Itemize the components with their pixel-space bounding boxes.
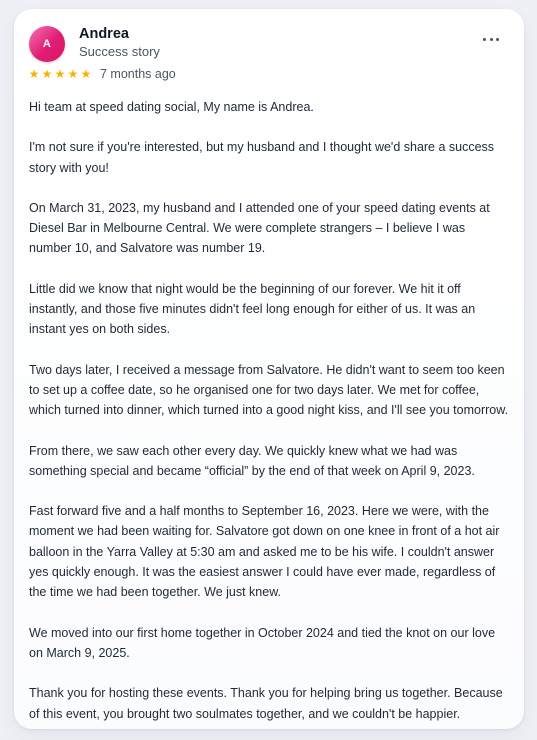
review-paragraph: Two days later, I received a message from Salvatore. He didn't want to seem too keen to set up a coffee date, so he organised one for two days later. We met for coffee, which turned into dinner, which turned into a good night kiss, and I'll see you tomorrow. bbox=[29, 362, 509, 418]
more-dot bbox=[496, 38, 499, 41]
review-paragraph: Fast forward five and a half months to September 16, 2023. Here we were, with the moment we had been waiting for. Salvatore got down on one knee in front of a hot air balloon in the Yarra Valley at 5:30 am and asked me to be his wife. I couldn't answer yes quickly enough. It was the easiest answer I could have ever made, regardless of the time we had been together. We just knew. bbox=[29, 504, 500, 600]
star-icon: ★ bbox=[28, 67, 40, 81]
review-paragraph: Thank you for hosting these events. Thank you for helping bring us together. Because of this event, you brought two soulmates together, and we couldn't be happier. bbox=[29, 686, 503, 721]
review-age: 7 months ago bbox=[100, 67, 176, 81]
review-card bbox=[14, 9, 524, 729]
star-icon: ★ bbox=[41, 67, 53, 81]
reviewer-name: Andrea bbox=[79, 26, 129, 42]
review-subtitle: Success story bbox=[79, 44, 160, 59]
star-icon: ★ bbox=[54, 67, 66, 81]
more-dot bbox=[483, 38, 486, 41]
review-paragraph: We moved into our first home together in October 2024 and tied the knot on our love on March 9, 2025. bbox=[29, 625, 496, 660]
star-icon: ★ bbox=[80, 67, 92, 81]
rating-row bbox=[28, 67, 176, 81]
review-header bbox=[14, 9, 524, 95]
review-paragraph: From there, we saw each other every day. We quickly knew what we had was something special and became “official” by the end of that week on April 9, 2023. bbox=[29, 443, 475, 478]
review-paragraph: Little did we know that night would be the beginning of our forever. We hit it off instantly, and those five minutes didn't feel long enough for either of us. It was an instant yes on both sides. bbox=[29, 281, 476, 337]
review-paragraph: On March 31, 2023, my husband and I attended one of your speed dating events at Diesel Bar in Melbourne Central. We were complete strangers – I believe I was number 10, and Salvatore was number 19. bbox=[29, 200, 490, 256]
review-paragraph: Hi team at speed dating social, My name is Andrea. bbox=[29, 100, 314, 114]
more-dot bbox=[490, 38, 493, 41]
review-text bbox=[29, 97, 509, 724]
star-rating bbox=[28, 68, 92, 80]
avatar-initial: A bbox=[42, 38, 52, 50]
review-paragraph: I'm not sure if you're interested, but my husband and I thought we'd share a success story with you! bbox=[29, 140, 495, 175]
avatar bbox=[29, 26, 65, 62]
more-horizontal-icon[interactable] bbox=[483, 32, 499, 46]
star-icon: ★ bbox=[67, 67, 79, 81]
